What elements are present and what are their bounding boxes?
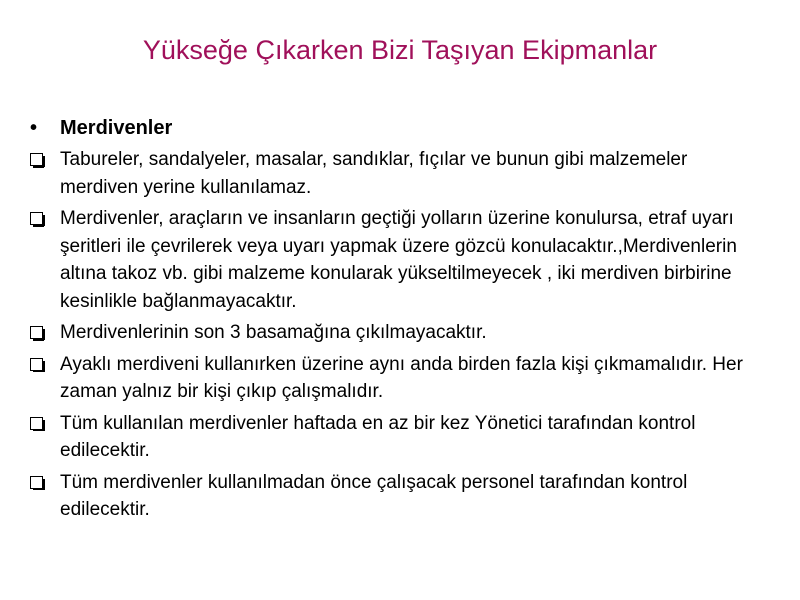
- list-item-text: Tabureler, sandalyeler, masalar, sandıklar, fıçılar ve bunun gibi malzemeler merdiven yerine kullanılamaz.: [60, 149, 688, 198]
- slide-content: [28, 114, 768, 528]
- slide-title: Yükseğe Çıkarken Bizi Taşıyan Ekipmanlar: [142, 35, 658, 65]
- list-item-text: Merdivenler, araçların ve insanların geçtiği yolların üzerine konulursa, etraf uyarı şeritleri ile çevrilerek veya uyarı yapmak üzere gözcü konulacaktır.,Merdivenlerin altına takoz vb. gibi malzeme konularak yükseltilmeyecek , iki merdiven birbirine kesinlikle bağlanmayacaktır.: [60, 208, 737, 312]
- section-heading-label: Merdivenler: [60, 117, 173, 139]
- list-item-text: Ayaklı merdiveni kullanırken üzerine aynı anda birden fazla kişi çıkmamalıdır. Her zaman yalnız bir kişi çıkıp çalışmalıdır.: [60, 353, 743, 402]
- section-heading: [28, 114, 768, 142]
- checkbox-square-icon: [30, 326, 43, 339]
- list-item-text: Tüm merdivenler kullanılmadan önce çalışacak personel tarafından kontrol edilecektir.: [60, 471, 688, 520]
- list-item: [28, 319, 768, 347]
- checkbox-square-icon: [30, 417, 43, 430]
- list-item: [28, 469, 768, 524]
- bullet-dot-icon: •: [30, 117, 38, 139]
- list-item-text: Merdivenlerinin son 3 basamağına çıkılmayacaktır.: [60, 322, 487, 343]
- list-item: [28, 205, 768, 315]
- checkbox-square-icon: [30, 476, 43, 489]
- checkbox-square-icon: [30, 358, 43, 371]
- checkbox-square-icon: [30, 212, 43, 225]
- list-item: [28, 351, 768, 406]
- list-item: [28, 410, 768, 465]
- list-item-text: Tüm kullanılan merdivenler haftada en az bir kez Yönetici tarafından kontrol edilecektir.: [60, 412, 696, 461]
- checkbox-square-icon: [30, 153, 43, 166]
- list-item: [28, 146, 768, 201]
